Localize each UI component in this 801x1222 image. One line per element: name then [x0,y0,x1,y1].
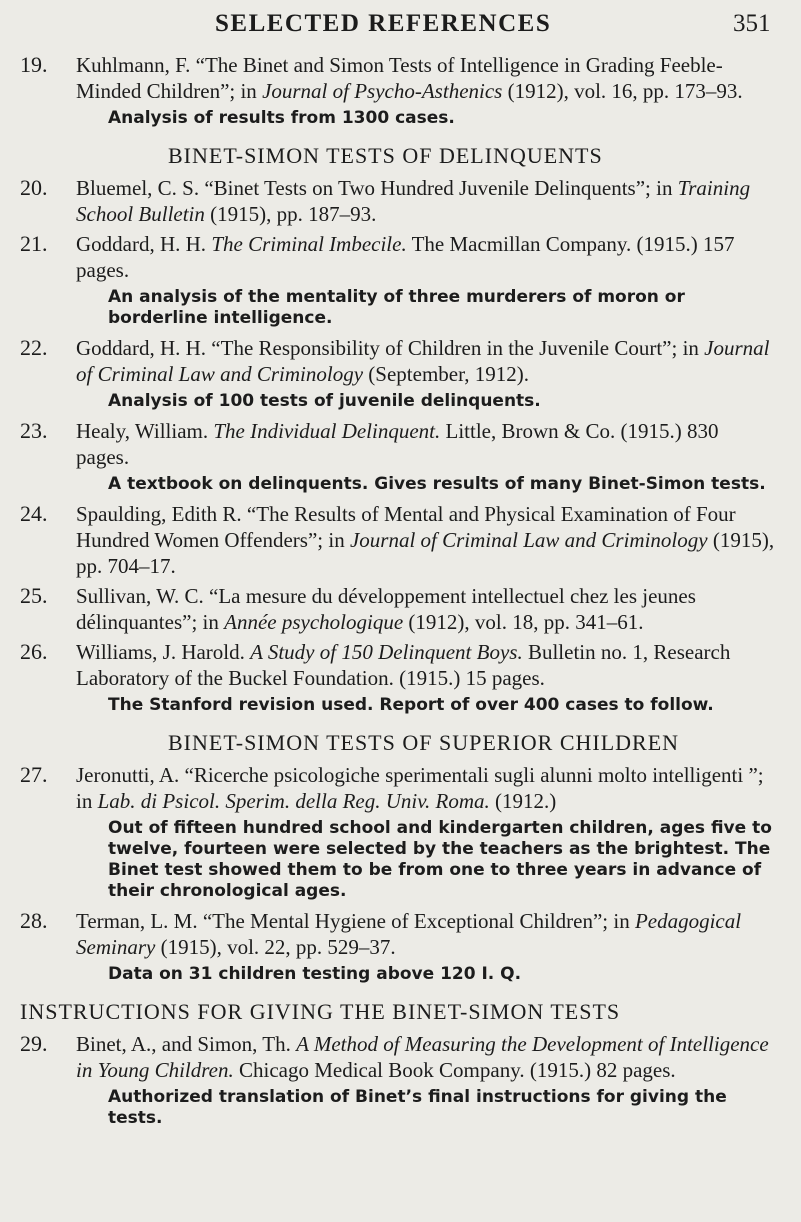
running-title: SELECTED REFERENCES [215,10,552,37]
citation-details: Bulletin no. 1, Research Laboratory of the Buckel Foundation. (1915.) 15 pages. [76,640,731,690]
reference-entry [0,231,801,283]
reference-number: 22. [20,335,48,360]
citation-author: Jeronutti, A. “Ricerche psicologiche sperimentali sugli alunni molto intelligenti ”; in [76,763,764,813]
citation-author: Spaulding, Edith R. “The Results of Mental and Physical Examination of Four Hundred Women Offenders”; in [76,502,736,552]
reference-list [0,52,801,1135]
citation-title: Journal of Criminal Law and Criminology [76,336,770,386]
reference-annotation: Data on 31 children testing above 120 I. Q. [108,964,522,984]
reference-number: 25. [20,583,48,608]
reference-number: 19. [20,52,48,77]
reference-annotation: A textbook on delinquents. Gives results of many Binet-Simon tests. [108,474,766,494]
citation-title: Journal of Criminal Law and Criminology [349,528,708,552]
reference-entry [0,501,801,579]
reference-number: 27. [20,762,48,787]
reference-citation [76,175,776,227]
citation-details: (1915), vol. 22, pp. 529–37. [155,935,396,959]
citation-details: (1912), vol. 18, pp. 341–61. [403,610,644,634]
section-heading: INSTRUCTIONS FOR GIVING THE BINET-SIMON TESTS [20,999,621,1024]
page-number: 351 [733,10,771,37]
citation-title: Année psychologique [224,610,404,634]
reference-citation [76,418,776,470]
citation-details: (1915), pp. 187–93. [204,202,377,226]
reference-number: 20. [20,175,48,200]
citation-details: The Macmillan Company. (1915.) 157 pages. [76,232,735,282]
reference-citation [76,335,776,387]
citation-title: A Study of 150 Delinquent Boys. [250,640,523,664]
citation-author: Bluemel, C. S. “Binet Tests on Two Hundred Juvenile Delinquents”; in [76,176,678,200]
reference-entry [0,52,801,104]
citation-author: Goddard, H. H. [76,232,212,256]
running-header [0,10,801,50]
reference-entry [0,335,801,387]
citation-title: Journal of Psycho-Asthenics [262,79,503,103]
reference-citation [76,1031,776,1083]
reference-entry [0,908,801,960]
citation-author: Healy, William. [76,419,214,443]
citation-author: Goddard, H. H. “The Responsibility of Children in the Juvenile Court”; in [76,336,705,360]
reference-number: 23. [20,418,48,443]
section-heading: BINET-SIMON TESTS OF SUPERIOR CHILDREN [168,730,680,755]
reference-entry [0,639,801,691]
citation-details: (1915), pp. 704–17. [76,528,775,578]
reference-citation [76,583,776,635]
reference-number: 28. [20,908,48,933]
citation-details: Little, Brown & Co. (1915.) 830 pages. [76,419,719,469]
reference-annotation: Authorized translation of Binet’s final instructions for giving the tests. [108,1087,727,1128]
citation-title: The Criminal Imbecile. [211,232,407,256]
reference-entry [0,175,801,227]
citation-details: (1912.) [489,789,557,813]
reference-number: 29. [20,1031,48,1056]
citation-title: Lab. di Psicol. Sperim. della Reg. Univ. Roma. [97,789,490,813]
reference-annotation: Analysis of results from 1300 cases. [108,108,455,128]
citation-details: (1912), vol. 16, pp. 173–93. [502,79,743,103]
citation-title: The Individual Delinquent. [213,419,441,443]
citation-author: Terman, L. M. “The Mental Hygiene of Exceptional Children”; in [76,909,635,933]
reference-entry [0,1031,801,1083]
reference-citation [76,231,776,283]
citation-details: (September, 1912). [363,362,529,386]
citation-author: Sullivan, W. C. “La mesure du développement intellectuel chez les jeunes délinquantes”; in [76,584,696,634]
reference-citation [76,639,776,691]
reference-citation [76,908,776,960]
reference-citation [76,52,776,104]
reference-entry [0,418,801,470]
reference-entry [0,583,801,635]
section-heading: BINET-SIMON TESTS OF DELINQUENTS [168,143,603,168]
reference-annotation: Analysis of 100 tests of juvenile delinquents. [108,391,541,411]
citation-author: Kuhlmann, F. “The Binet and Simon Tests of Intelligence in Grading Feeble-Minded Children”; in [76,53,723,103]
reference-annotation: An analysis of the mentality of three murderers of moron or borderline intelligence. [108,287,685,328]
citation-title: A Method of Measuring the Development of Intelligence in Young Children. [76,1032,769,1082]
reference-number: 26. [20,639,48,664]
citation-author: Binet, A., and Simon, Th. [76,1032,297,1056]
reference-number: 24. [20,501,48,526]
reference-annotation: The Stanford revision used. Report of over 400 cases to follow. [108,695,714,715]
citation-author: Williams, J. Harold. [76,640,251,664]
reference-annotation: Out of fifteen hundred school and kindergarten children, ages five to twelve, fourteen were selected by the teachers as the brightest. The Binet test showed them to be from one to three years in advance of their chronological ages. [108,818,772,901]
citation-details: Chicago Medical Book Company. (1915.) 82 pages. [233,1058,676,1082]
citation-title: Training School Bulletin [76,176,751,226]
reference-citation [76,762,776,814]
reference-entry [0,762,801,814]
reference-number: 21. [20,231,48,256]
reference-citation [76,501,776,579]
citation-title: Pedagogical Seminary [76,909,742,959]
